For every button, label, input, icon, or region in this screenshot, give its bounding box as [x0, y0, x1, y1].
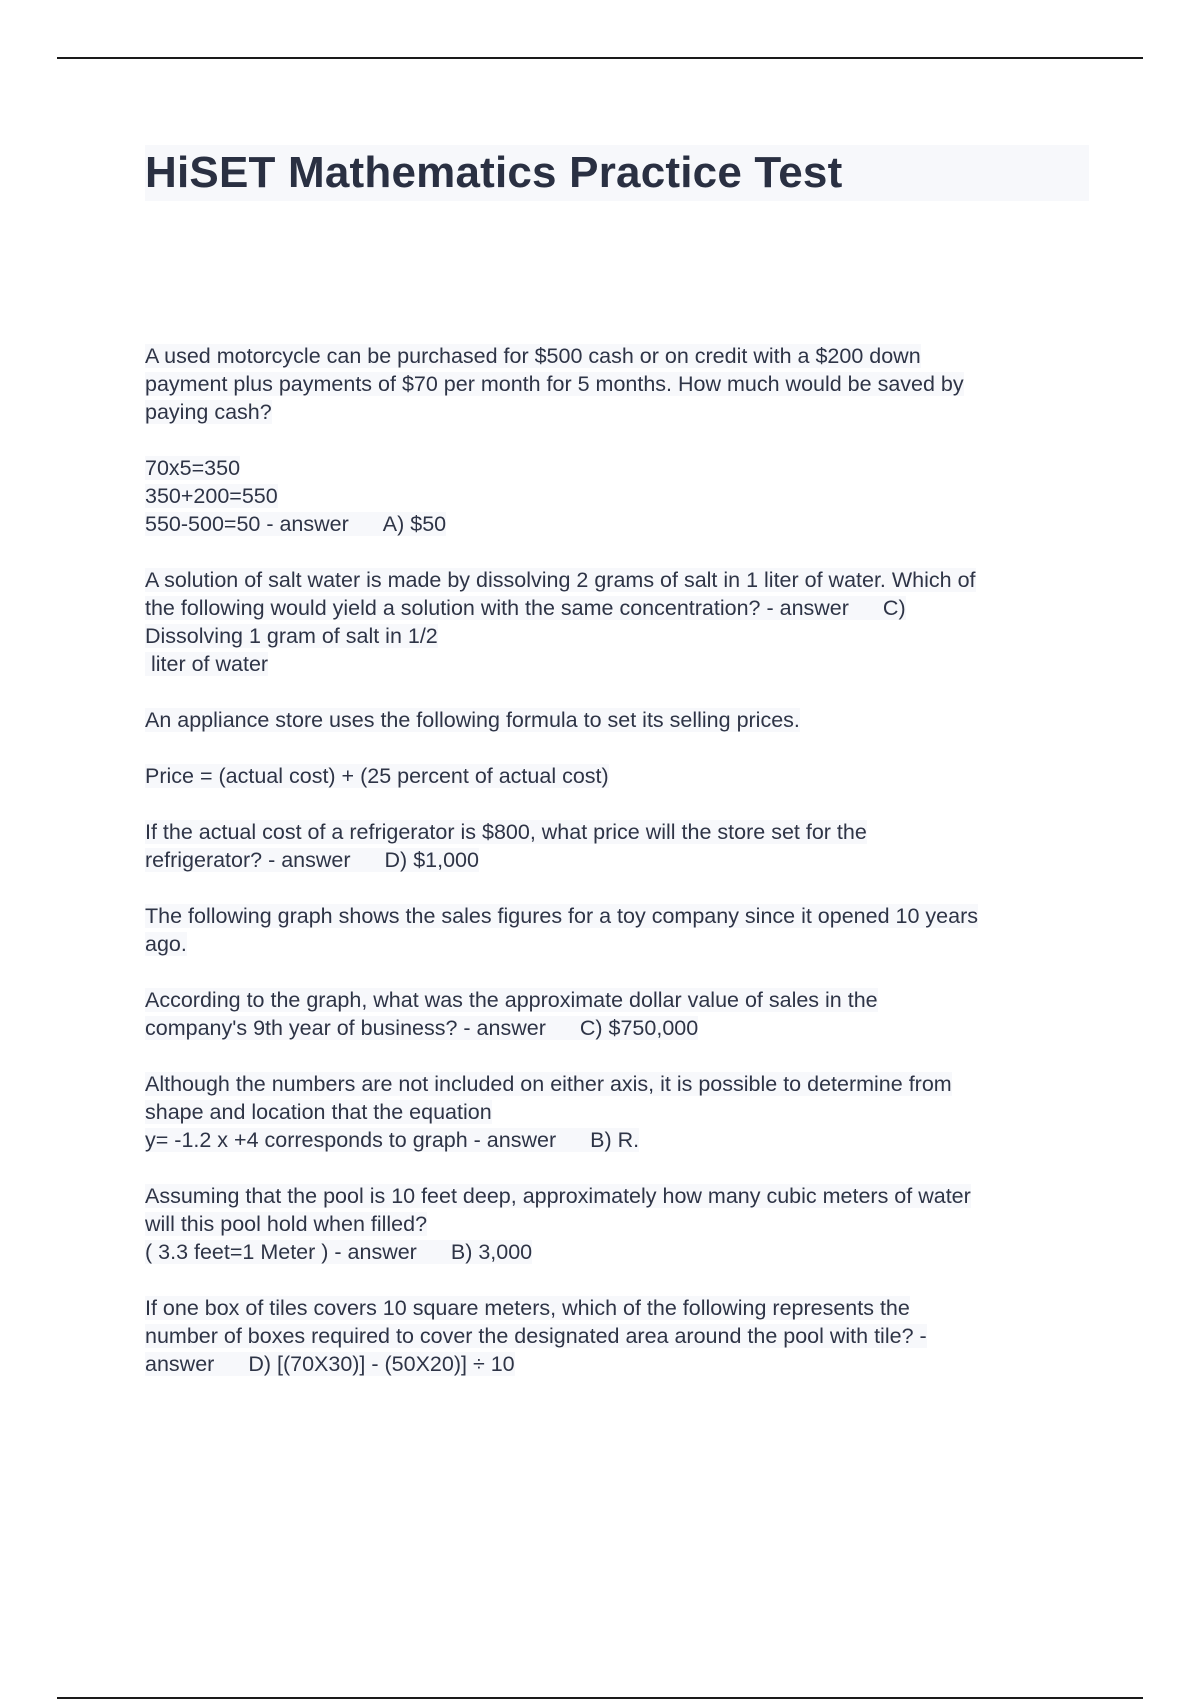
- answer-text: B) R.: [590, 1128, 640, 1152]
- answer-text: D) [(70X30)] - (50X20)] ÷ 10: [248, 1352, 515, 1376]
- question-7: [145, 1294, 1090, 1378]
- question-text: A used motorcycle can be purchased for $500 cash or on credit with a $200 down payment plus payments of $70 per month for 5 months. How much would be saved by paying cash?: [145, 344, 964, 424]
- document-page: [145, 145, 1090, 1406]
- bottom-rule: [57, 1697, 1143, 1699]
- question-text: A solution of salt water is made by dissolving 2 grams of salt in 1 liter of water. Which of the following would yield a solution with the same concentration? - answer C) Dissolving 1 gram of salt in 1/2 liter of water: [145, 568, 976, 676]
- question-intro: An appliance store uses the following formula to set its selling prices.: [145, 708, 800, 732]
- top-rule: [57, 57, 1143, 59]
- page-title: HiSET Mathematics Practice Test: [145, 145, 1089, 201]
- question-1: [145, 342, 1090, 538]
- price-formula: Price = (actual cost) + (25 percent of actual cost): [145, 764, 609, 788]
- answer-text: D) $1,000: [384, 848, 479, 872]
- question-text: If one box of tiles covers 10 square meters, which of the following represents the number of boxes required to cover the designated area around the pool with tile? - answer D) [(70X30)] - (50X20)] ÷ 10: [145, 1296, 927, 1376]
- question-5: [145, 1070, 1090, 1154]
- answer-text: C) $750,000: [579, 1016, 699, 1040]
- question-text: Although the numbers are not included on either axis, it is possible to determine from shape and location that the equation y= -1.2 x +4 corresponds to graph - answer B) R.: [145, 1072, 952, 1152]
- answer-text: B) 3,000: [450, 1240, 533, 1264]
- answer-text: C): [882, 596, 906, 620]
- question-2: [145, 566, 1090, 678]
- question-text: If the actual cost of a refrigerator is $800, what price will the store set for the refrigerator? - answer D) $1,000: [145, 820, 867, 872]
- answer-text: A) $50: [382, 512, 447, 536]
- question-3: [145, 706, 1090, 874]
- worked-solution: 70x5=350 350+200=550 550-500=50 - answer A) $50: [145, 456, 447, 536]
- question-4: [145, 902, 1090, 1042]
- question-intro: The following graph shows the sales figures for a toy company since it opened 10 years ago.: [145, 904, 978, 956]
- question-list: [145, 342, 1090, 1378]
- question-6: [145, 1182, 1090, 1266]
- question-text: Assuming that the pool is 10 feet deep, approximately how many cubic meters of water will this pool hold when filled? ( 3.3 feet=1 Meter ) - answer B) 3,000: [145, 1184, 971, 1264]
- question-text: According to the graph, what was the approximate dollar value of sales in the company's 9th year of business? - answer C) $750,000: [145, 988, 878, 1040]
